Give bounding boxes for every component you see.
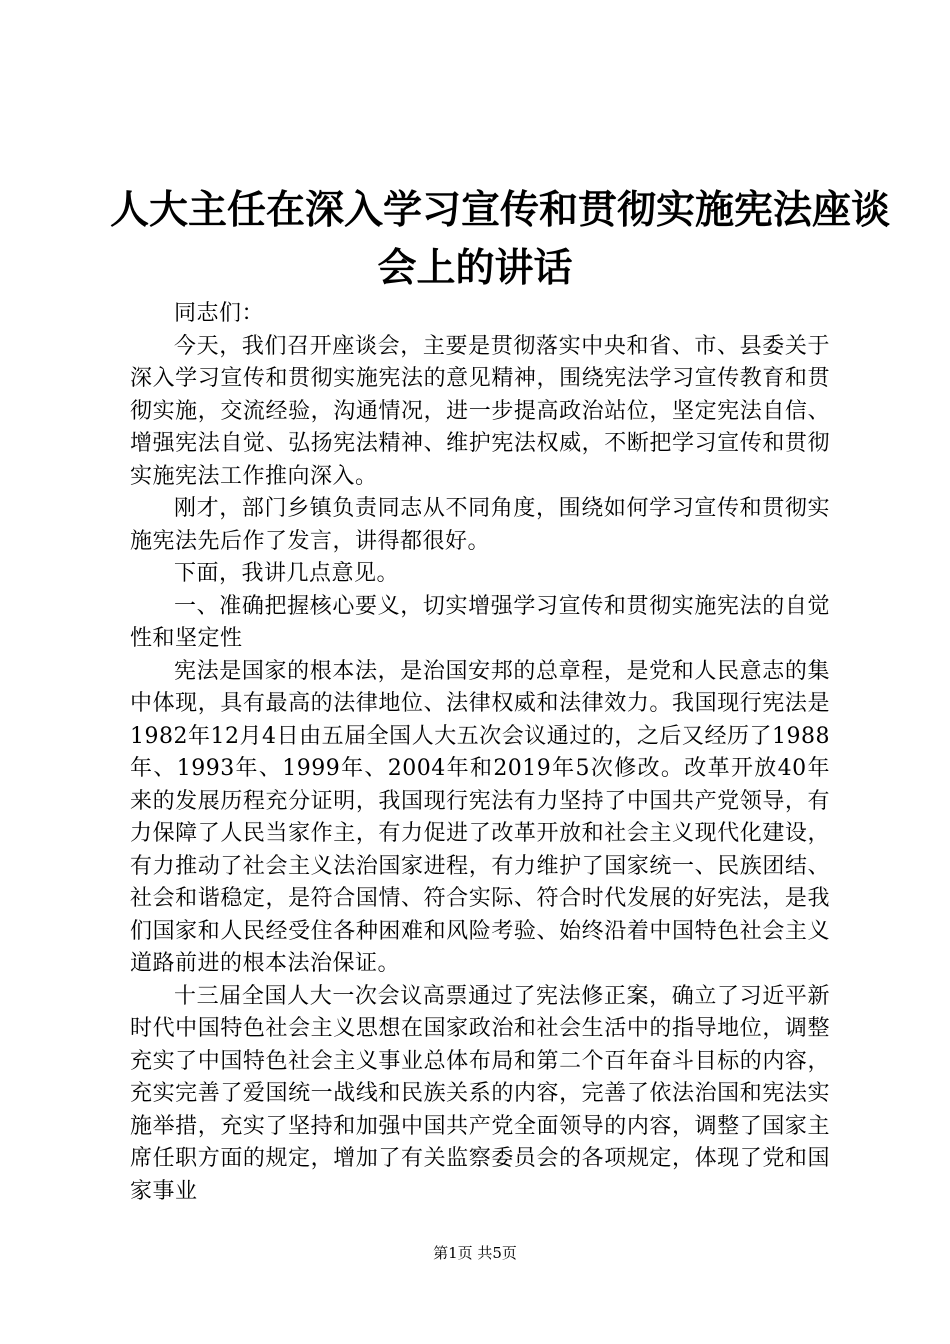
body-paragraph: 十三届全国人大一次会议高票通过了宪法修正案，确立了习近平新时代中国特色社会主义思想在国家政治和社会生活中的指导地位，调整充实了中国特色社会主义事业总体布局和第二个百年奋斗目标的内容，充实完善了爱国统一战线和民族关系的内容，完善了依法治国和宪法实施举措，充实了坚持和加强中国共产党全面领导的内容，调整了国家主席任职方面的规定，增加了有关监察委员会的各项规定，体现了党和国家事业 [130, 983, 830, 1204]
salutation: 同志们： [174, 301, 265, 326]
document-title-line-1: 人大主任在深入学习宣传和贯彻实施宪法座谈 [110, 187, 891, 233]
document-body [130, 298, 830, 1208]
section-heading: 一、准确把握核心要义，切实增强学习宣传和贯彻实施宪法的自觉性和坚定性 [130, 593, 830, 651]
body-paragraph: 宪法是国家的根本法，是治国安邦的总章程，是党和人民意志的集中体现，具有最高的法律地位、法律权威和法律效力。我国现行宪法是1982年12月4日由五届全国人大五次会议通过的，之后又经历了1988年、1993年、1999年、2004年和2019年5次修改。改革开放40年来的发展历程充分证明，我国现行宪法有力坚持了中国共产党领导，有力保障了人民当家作主，有力促进了改革开放和社会主义现代化建设，有力推动了社会主义法治国家进程，有力维护了国家统一、民族团结、社会和谐稳定，是符合国情、符合实际、符合时代发展的好宪法，是我们国家和人民经受住各种困难和风险考验、始终沿着中国特色社会主义道路前进的根本法治保证。 [130, 658, 830, 976]
body-paragraph: 刚才，部门乡镇负责同志从不同角度，围绕如何学习宣传和贯彻实施宪法先后作了发言，讲得都很好。 [130, 496, 830, 554]
document-title-line-2: 会上的讲话 [377, 245, 573, 291]
body-paragraph: 今天，我们召开座谈会，主要是贯彻落实中央和省、市、县委关于深入学习宣传和贯彻实施宪法的意见精神，围绕宪法学习宣传教育和贯彻实施，交流经验，沟通情况，进一步提高政治站位，坚定宪法自信、增强宪法自觉、弘扬宪法精神、维护宪法权威，不断把学习宣传和贯彻实施宪法工作推向深入。 [130, 333, 830, 489]
page-number-footer: 第1页 共5页 [433, 1244, 517, 1262]
body-paragraph: 下面，我讲几点意见。 [174, 561, 400, 586]
